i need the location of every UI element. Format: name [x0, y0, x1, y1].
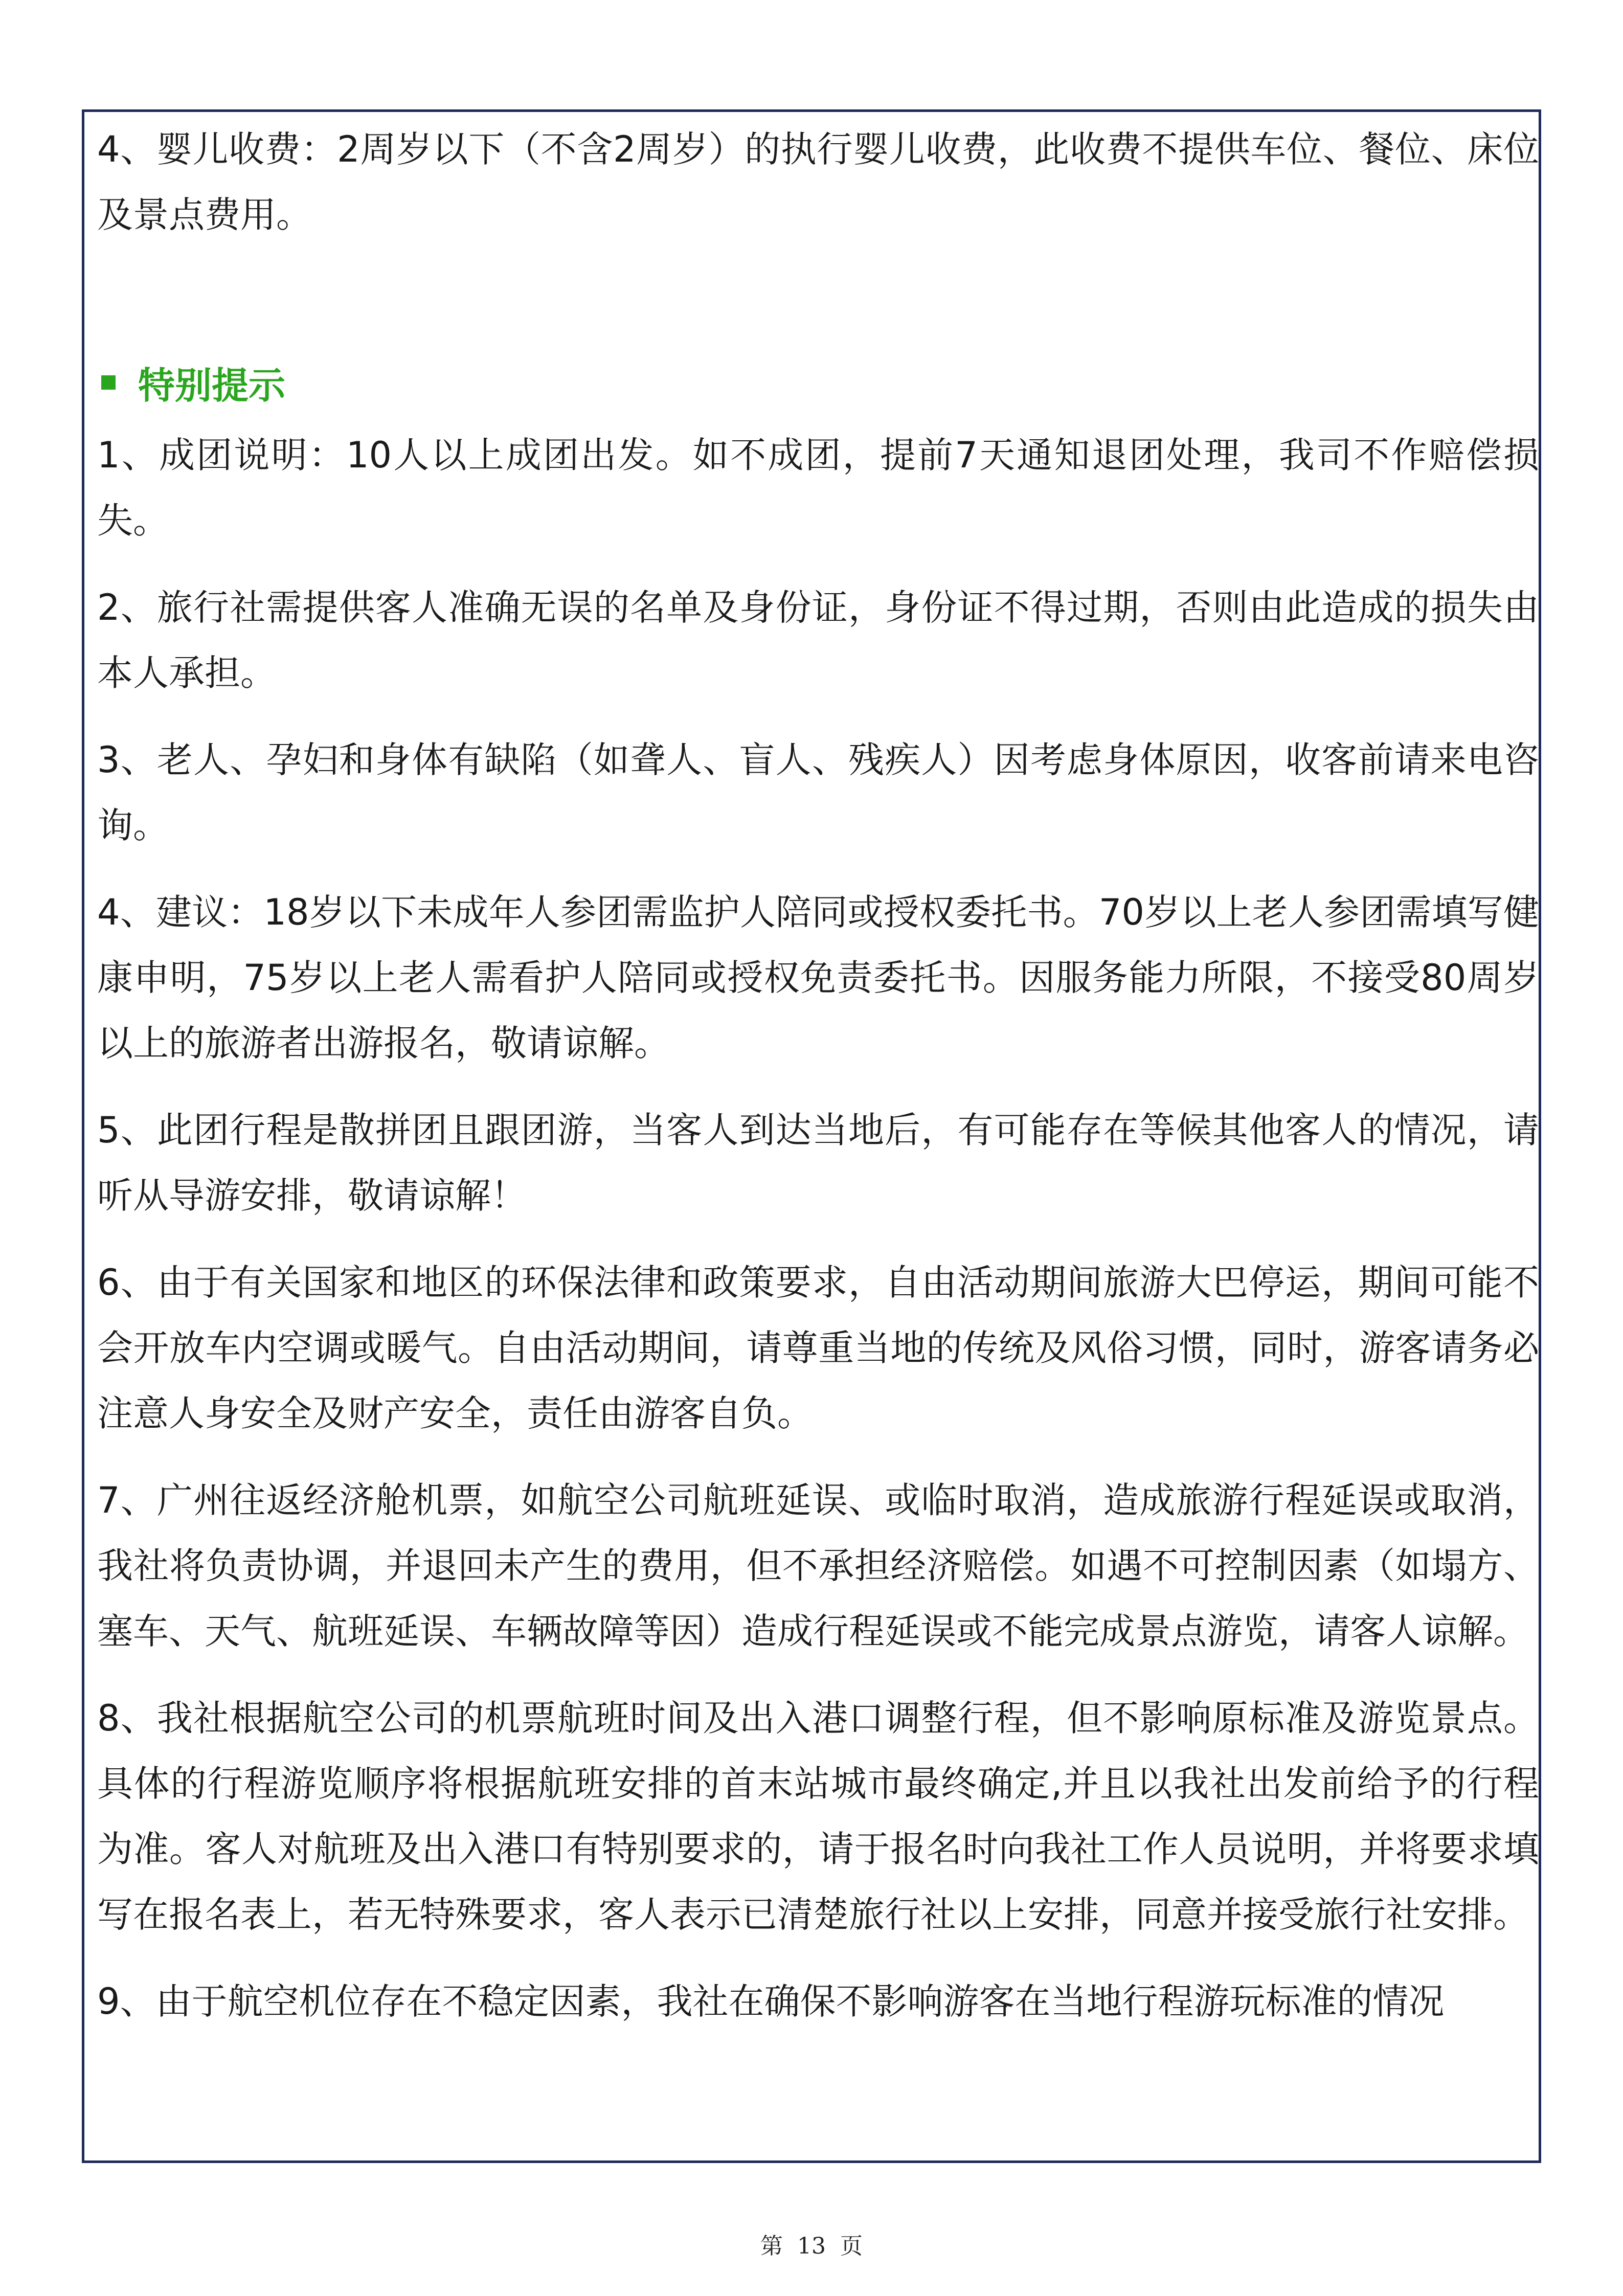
infant-fee-note: 4、婴儿收费：2周岁以下（不含2周岁）的执行婴儿收费，此收费不提供车位、餐位、床位及景点费用。: [97, 128, 1539, 236]
tip-item-5: 5、此团行程是散拼团且跟团游，当客人到达当地后，有可能存在等候其他客人的情况，请听从导游安排，敬请谅解！: [97, 1109, 1539, 1217]
tip-item-2: 2、旅行社需提供客人准确无误的名单及身份证，身份证不得过期，否则由此造成的损失由本人承担。: [97, 587, 1539, 694]
footer-suffix: 页: [840, 2233, 863, 2259]
tip-item-1: 1、成团说明：10人以上成团出发。如不成团，提前7天通知退团处理，我司不作赔偿损失。: [97, 434, 1539, 542]
tip-item-3: 3、老人、孕妇和身体有缺陷（如聋人、盲人、残疾人）因考虑身体原因，收客前请来电咨询。: [97, 739, 1539, 846]
tip-item-8: 8、我社根据航空公司的机票航班时间及出入港口调整行程，但不影响原标准及游览景点。具体的行程游览顺序将根据航班安排的首末站城市最终确定,并且以我社出发前给予的行程为准。客人对航班及出入港口有特别要求的，请于报名时向我社工作人员说明，并将要求填写在报名表上，若无特殊要求，客人表示已清楚旅行社以上安排，同意并接受旅行社安排。: [97, 1697, 1539, 1935]
section-title: 特别提示: [138, 364, 286, 407]
page-number: 13: [797, 2233, 826, 2259]
page-content: [97, 117, 1539, 2056]
footer-prefix: 第: [760, 2233, 783, 2259]
tip-item-9: 9、由于航空机位存在不稳定因素，我社在确保不影响游客在当地行程游玩标准的情况: [97, 1980, 1445, 2022]
page-footer: [0, 2227, 1623, 2260]
tip-item-4: 4、建议：18岁以下未成年人参团需监护人陪同或授权委托书。70岁以上老人参团需填写健康申明，75岁以上老人需看护人陪同或授权免责委托书。因服务能力所限，不接受80周岁以上的旅游者出游报名，敬请谅解。: [97, 891, 1539, 1064]
section-gap: [97, 247, 1539, 350]
square-bullet-icon: [101, 375, 116, 390]
tip-item-7: 7、广州往返经济舱机票，如航空公司航班延误、或临时取消，造成旅游行程延误或取消，我社将负责协调，并退回未产生的费用，但不承担经济赔偿。如遇不可控制因素（如塌方、塞车、天气、航班延误、车辆故障等因）造成行程延误或不能完成景点游览，请客人谅解。: [97, 1479, 1539, 1652]
tip-item-6: 6、由于有关国家和地区的环保法律和政策要求，自由活动期间旅游大巴停运，期间可能不会开放车内空调或暖气。自由活动期间，请尊重当地的传统及风俗习惯，同时，游客请务必注意人身安全及财产安全，责任由游客自负。: [97, 1262, 1539, 1434]
section-heading-special-tips: [97, 350, 1539, 415]
